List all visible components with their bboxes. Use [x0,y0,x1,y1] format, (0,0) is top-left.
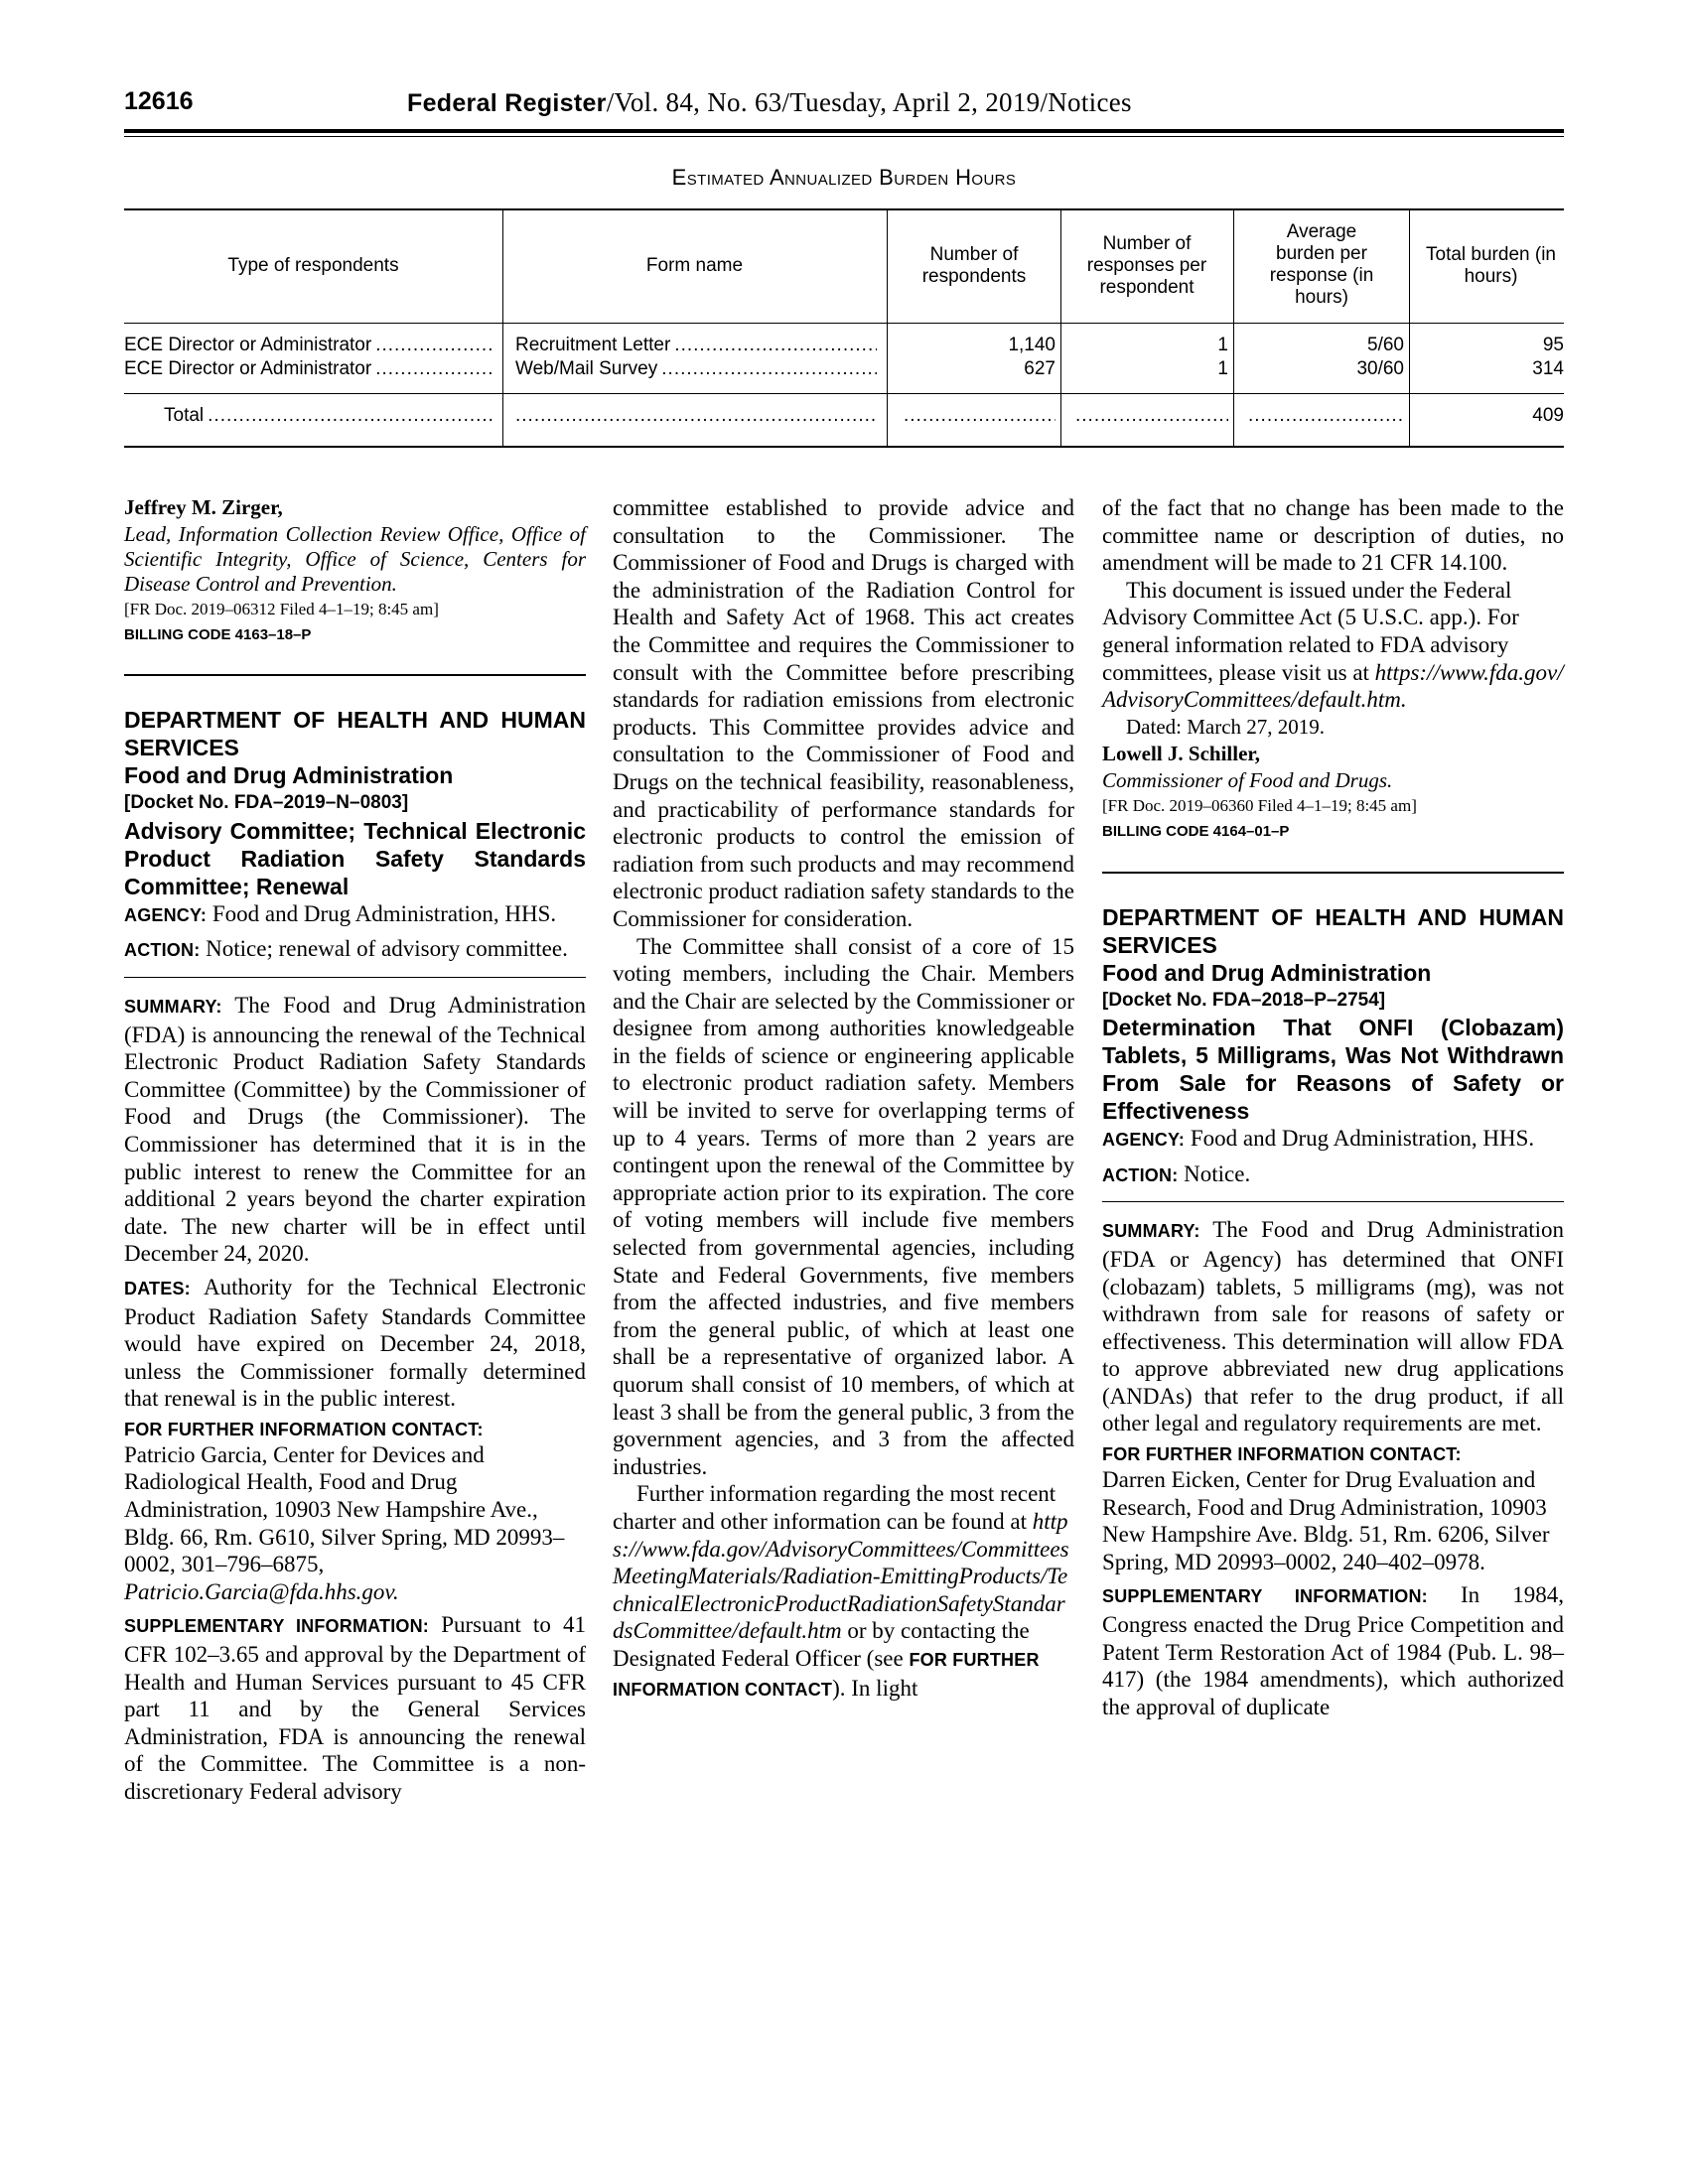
table-total-leader [1075,404,1228,428]
body-paragraph: This document is issued under the Federal Advisory Committee Act (5 U.S.C. app.). For general information related to FDA advisory committees, please visit us at https://www.fda.gov/AdvisoryCommittees/default.htm. [1102,577,1564,713]
signer-title: Lead, Information Collection Review Office, Office of Scientific Integrity, Office of Science, Centers for Disease Control and Prevention. [124,521,586,596]
table-total-leader [904,404,1055,428]
advisory-url: https://www.fda.gov/AdvisoryCommittees/default.htm. [1102,659,1564,713]
section-divider [124,674,586,676]
burden-table [124,208,1564,448]
contact-paragraph: Patricio Garcia, Center for Devices and Radiological Health, Food and Drug Administration, 10903 New Hampshire Ave., Bldg. 66, Rm. G610, Silver Spring, MD 20993–0002, 301–796–6875, Patricio.Garcia@fda.hhs.gov. [124,1441,565,1604]
agency-line: AGENCY: Food and Drug Administration, HHS. [124,900,557,926]
agency-heading: Food and Drug Administration [1102,959,1432,986]
column-header: Average burden per response (in hours) [1269,221,1374,308]
contact-label: FOR FURTHER INFORMATION CONTACT: [124,1419,484,1439]
contact-email: Patricio.Garcia@fda.hhs.gov. [124,1578,399,1604]
header-divider [124,323,1564,324]
table-cell-total: 95 [1542,335,1564,355]
supplementary-paragraph: SUPPLEMENTARY INFORMATION: In 1984, Congress enacted the Drug Price Competition and Patent Term Restoration Act of 1984 (Pub. L. 98–417) (the 1984 amendments), which authorized the approval of duplicate [1102,1582,1565,1719]
column-divider [1060,210,1061,446]
table-cell-responses: 1 [1217,358,1228,379]
body-paragraph: of the fact that no change has been made to the committee name or description of duties, no amendment will be made to 21 CFR 14.100. [1102,495,1564,576]
contact-label: FOR FURTHER INFORMATION CONTACT: [1102,1444,1462,1465]
table-total-leader [1248,404,1404,428]
action-line: ACTION: Notice; renewal of advisory committee. [124,936,568,962]
column-2 [613,494,1074,1704]
issue-info: /Vol. 84, No. 63/Tuesday, April 2, 2019/Notices [606,87,1132,117]
agency-line: AGENCY: Food and Drug Administration, HHS. [1102,1126,1535,1152]
publication-name: Federal Register [407,89,607,117]
billing-code: BILLING CODE 4163–18–P [124,625,312,643]
notice-subject: Determination That ONFI (Clobazam) Tablets, 5 Milligrams, Was Not Withdrawn From Sale for Reasons of Safety or Effectiveness [1102,1015,1564,1125]
signer-name: Lowell J. Schiller, [1102,742,1261,766]
table-cell-responses: 1 [1217,335,1228,355]
column-1 [124,494,586,1806]
billing-code: BILLING CODE 4164–01–P [1102,822,1290,840]
table-cell-respondents: 1,140 [1008,335,1055,355]
body-paragraph: Further information regarding the most recent charter and other information can be found at https://www.fda.gov/AdvisoryCommittees/CommitteesMeetingMaterials/Radiation-EmittingProducts/TechnicalElectronicProductRadiationSafetyStandardsCommittee/default.htm or by contacting the Designated Federal Officer (see FOR FURTHER INFORMATION CONTACT). In light [613,1481,1069,1701]
table-cell-total: 314 [1532,358,1564,379]
table-cell-average: 30/60 [1356,358,1404,379]
department-heading: DEPARTMENT OF HEALTH AND HUMAN SERVICES [1102,903,1564,958]
section-divider [1102,872,1564,874]
total-divider [124,393,1564,394]
fr-doc: [FR Doc. 2019–06360 Filed 4–1–19; 8:45 am] [1102,795,1417,815]
table-cell-type: ECE Director or Administrator ..... [124,357,492,381]
summary-paragraph: SUMMARY: The Food and Drug Administration (FDA) is announcing the renewal of the Technical Electronic Product Radiation Safety Standards Committee (Committee) by the Commissioner of Food and Drugs (the Commissioner). The Commissioner has determined that it is in the public interest to renew the Committee for an additional 2 years beyond the charter expiration date. The new charter will be in effect until December 24, 2020. [124,992,587,1267]
signer-name: Jeffrey M. Zirger, [124,495,283,519]
fr-doc: [FR Doc. 2019–06312 Filed 4–1–19; 8:45 am] [124,599,439,618]
dates-paragraph: DATES: Authority for the Technical Electronic Product Radiation Safety Standards Committee would have expired on December 24, 2018, unless the Commissioner formally determined that renewal is in the public interest. [124,1274,586,1412]
table-cell-respondents: 627 [1024,358,1055,379]
docket-number: [Docket No. FDA–2018–P–2754] [1102,989,1386,1011]
page-number: 12616 [124,87,194,115]
header-rule [124,129,1564,133]
notice-subject: Advisory Committee; Technical Electronic Product Radiation Safety Standards Committee; Renewal [124,817,586,899]
section-divider [1102,1201,1564,1202]
contact-paragraph: Darren Eicken, Center for Drug Evaluation and Research, Food and Drug Administration, 10903 New Hampshire Ave. Bldg. 51, Rm. 6206, Silver Spring, MD 20993–0002, 240–402–0978. [1102,1467,1550,1574]
summary-paragraph: SUMMARY: The Food and Drug Administration (FDA or Agency) has determined that ONFI (clobazam) tablets, 5 milligrams (mg), was not withdrawn from sale for reasons of safety or effectiveness. This determination will allow FDA to approve abbreviated new drug applications (ANDAs) that refer to the drug product, if all other legal and regulatory requirements are met. [1102,1217,1565,1436]
column-header: Type of respondents [227,255,399,276]
column-divider [887,210,888,446]
column-divider [1233,210,1234,446]
column-divider [1409,210,1410,446]
charter-url: https://www.fda.gov/AdvisoryCommittees/CommitteesMeetingMaterials/Radiation-EmittingProducts/TechnicalElectronicProductRadiationSafetyStandardsCommittee/default.htm [613,1508,1069,1644]
page-header [124,87,1564,127]
table-caption: Estimated Annualized Burden Hours [671,165,1017,190]
table-total-label: Total ..... [164,404,492,428]
column-header: Number of responses per respondent [1086,233,1207,298]
column-header: Form name [645,255,744,276]
action-line: ACTION: Notice. [1102,1160,1251,1186]
department-heading: DEPARTMENT OF HEALTH AND HUMAN SERVICES [124,707,586,761]
table-cell-average: 5/60 [1367,335,1404,355]
column-header: Total burden (in hours) [1426,244,1556,287]
supplementary-paragraph: SUPPLEMENTARY INFORMATION: Pursuant to 41 CFR 102–3.65 and approval by the Department of Health and Human Services pursuant to 45 CFR part 11 and by the General Services Administration, FDA is announcing the renewal of the Committee. The Committee is a non-discretionary Federal advisory [124,1612,587,1804]
table-total-value: 409 [1532,405,1564,426]
column-divider [502,210,503,446]
table-cell-type: ECE Director or Administrator ..... [124,334,492,357]
table-cell-form: Web/Mail Survey ..... [515,357,877,381]
column-3 [1102,494,1564,1720]
docket-number: [Docket No. FDA–2019–N–0803] [124,792,409,814]
running-title [407,87,1132,118]
table-total-leader [515,404,877,428]
body-paragraph: The Committee shall consist of a core of 15 voting members, including the Chair. Members and the Chair are selected by the Commissioner or designee from among authorities knowledgeable in the fields of science or engineering applicable to electronic product radiation safety. Members will be invited to serve for overlapping terms of up to 4 years. Terms of more than 2 years are contingent upon the renewal of the Committee by appropriate action prior to its expiration. The core of voting members will include five members selected from governmental agencies, including State and Federal Governments, five members from the affected industries, and five members from the general public, of which at least one shall be a representative of organized labor. A quorum shall consist of 10 members, of which at least 3 shall be from the general public, 3 from the government agencies, and 3 from the affected industries. [613,933,1074,1479]
body-paragraph: committee established to provide advice and consultation to the Commissioner. The Commissioner of Food and Drugs is charged with the administration of the Radiation Control for Health and Safety Act of 1968. This act creates the Committee and requires the Commissioner to consult with the Committee before prescribing standards for radiation emissions from electronic products. This Committee provides advice and consultation to the Commissioner of Food and Drugs on the technical feasibility, reasonableness, and practicability of performance standards for electronic products to control the emission of radiation from such products and may recommend electronic product radiation safety standards to the Commissioner for consideration. [613,495,1074,931]
table-cell-form: Recruitment Letter ..... [515,334,877,357]
dated-line: Dated: March 27, 2019. [1126,714,1326,739]
column-header: Number of respondents [921,244,1027,287]
section-divider [124,977,586,978]
agency-heading: Food and Drug Administration [124,762,454,789]
signer-title: Commissioner of Food and Drugs. [1102,767,1393,792]
header-rule-thin [124,136,1564,137]
